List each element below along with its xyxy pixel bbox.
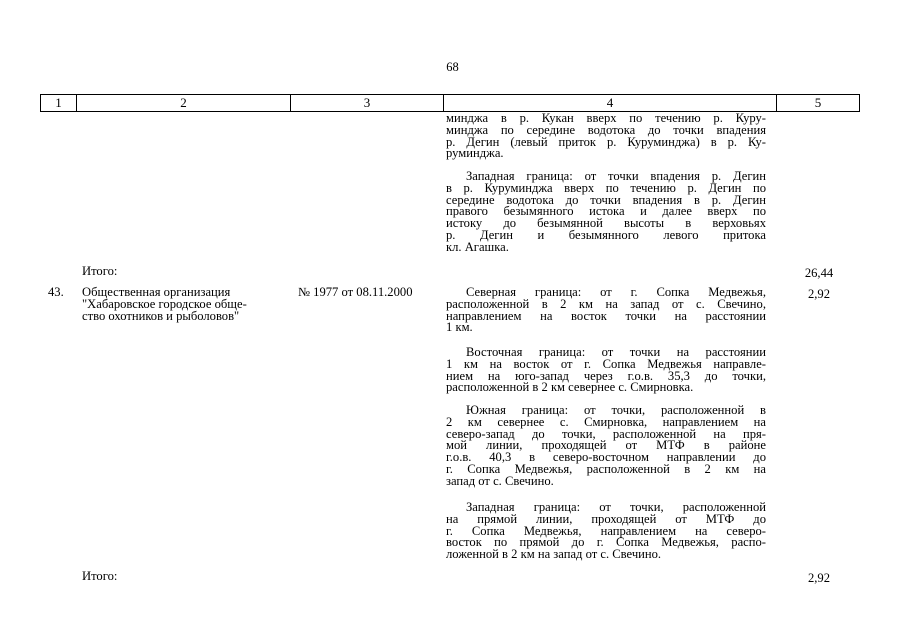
text-line: расположенной в 2 км на запад от с. Свечино, [446,296,766,311]
header-col-1: 1 [41,95,77,111]
text-line: Восточная граница: от точки на расстоянии [466,345,766,359]
text-line: кл. Агашка. [446,239,509,254]
text-line: Южная граница: от точки, расположенной в [466,403,766,417]
header-col-5: 5 [814,95,822,110]
text-line: Общественная организация [82,285,231,299]
text-line: Северная граница: от г. Сопка Медвежья, [466,285,766,299]
header-col-4: 4 [444,95,777,111]
page-number: 68 [446,60,459,74]
text-line: г. Сопка Медвежья, расположенной в 2 км на [446,461,766,476]
text-line: ложенной в 2 км на запад от с. Свечино. [446,547,662,562]
text-line: минджа в р. Кукан вверх по течению р. Куру- [446,111,766,125]
boundary-north [446,287,766,334]
header-col-3: 3 [291,95,444,111]
text-line: ство охотников и рыболовов" [82,308,240,323]
text-line: г.о.в. 40,3 в северо-восточном направлении до [446,450,766,465]
area-value: 2,92 [807,287,831,301]
text-line: направлением на восток точки на расстоянии [446,308,766,323]
text-line: запад от с. Свечино. [446,473,554,488]
text-line: истоку до безымянной высоты в верховьях [446,216,766,231]
text-line: расположенной в 2 км севернее с. Смирновка. [446,380,694,395]
text-line: на прямой линии, проходящей от МТФ до [446,511,766,526]
total-label: Итого: [82,264,118,278]
total-value: 26,44 [804,266,834,280]
total-label: Итого: [82,569,118,583]
text-line: середине водотока до точки впадения в р. Дегин [446,192,766,207]
text-line: минджа по середине водотока до точки впадения [446,122,766,137]
boundary-west-prev [446,171,766,254]
text-line: 1 км на восток от г. Сопка Медвежья направле- [446,356,766,371]
text-line: правого безымянного истока и далее вверх по [446,204,766,219]
text-line: северо-запад до точки, расположенной на пря- [446,426,766,441]
entry-number: 43. [48,285,64,299]
text-line: 2 км севернее с. Смирновка, направлением на [446,414,766,429]
boundary-west [446,502,766,561]
text-line: "Хабаровское городское обще- [82,296,247,311]
text-line: 1 км. [446,320,473,335]
boundary-east [446,347,766,394]
text-line: мой линии, проходящей от МТФ в районе [446,438,766,453]
header-col-2: 2 [77,95,291,111]
text-line: р. Дегин (левый приток р. Куруминджа) в р. Ку- [446,134,766,149]
text-line: Западная граница: от точки впадения р. Дегин [466,169,766,183]
text-line: восток по прямой до г. Сопка Медвежья, распо- [446,535,766,550]
document-reference: № 1977 от 08.11.2000 [298,285,413,299]
text-line: Западная граница: от точки, расположенной [466,500,766,514]
text-line: г. Сопка Медвежья, направлением на северо- [446,523,766,538]
text-line: руминджа. [446,146,504,161]
text-line: нием на юго-запад через г.о.в. 35,3 до точки, [446,368,766,383]
text-line: в р. Куруминджа вверх по течению р. Дегин по [446,180,766,195]
total-value: 2,92 [807,571,831,585]
table-header-row [40,94,860,112]
boundary-south [446,405,766,488]
organization-name [82,287,247,322]
text-line: р. Дегин и безымянного левого притока [446,227,766,242]
boundary-continuation [446,113,766,160]
